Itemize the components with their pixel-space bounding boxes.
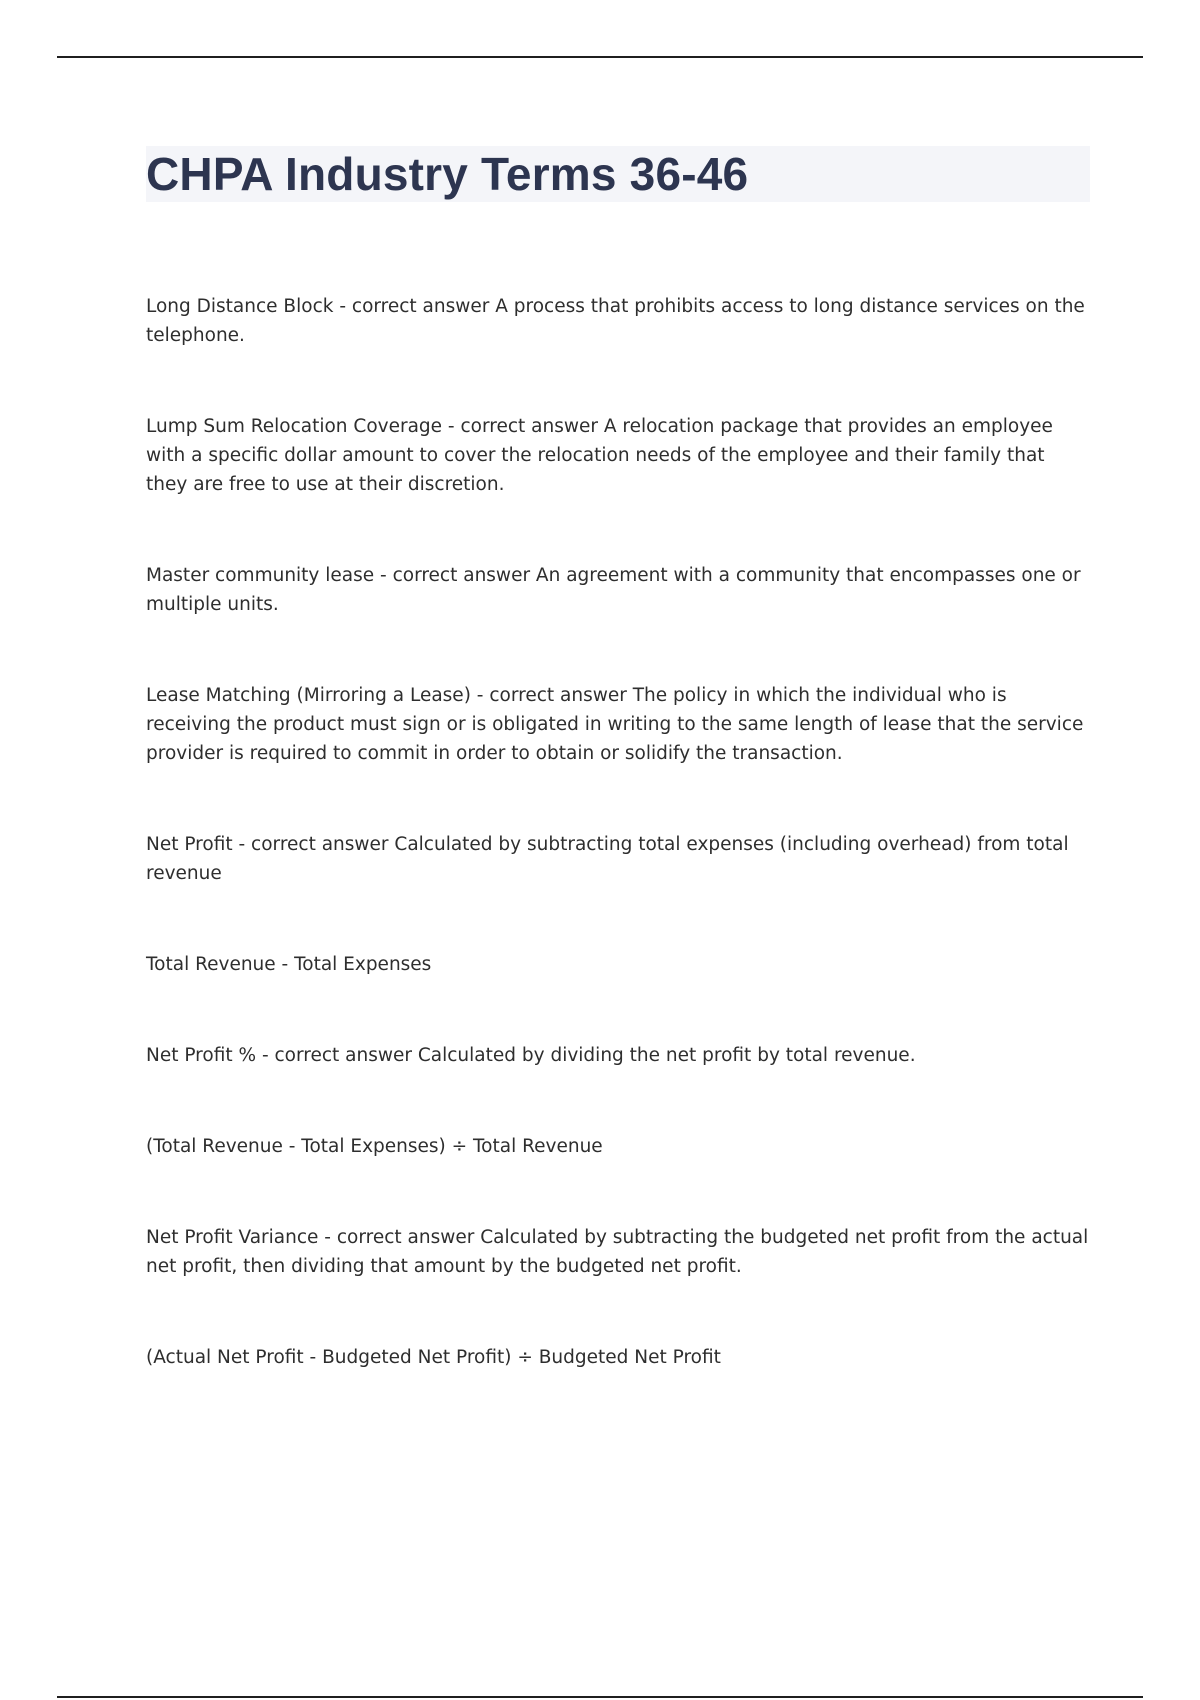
top-rule xyxy=(57,56,1143,58)
term-entry-long-distance-block: Long Distance Block - correct answer A process that prohibits access to long distance services on the telephone. xyxy=(146,296,1085,346)
term-entry-lease-matching: Lease Matching (Mirroring a Lease) - correct answer The policy in which the individual who is receiving the product must sign or is obligated in writing to the same length of lease that the service provider is required to commit in order to obtain or solidify the transaction. xyxy=(146,685,1084,764)
formula-net-profit-percent: (Total Revenue - Total Expenses) ÷ Total Revenue xyxy=(146,1136,603,1157)
term-entry-net-profit-percent: Net Profit % - correct answer Calculated by dividing the net profit by total revenue. xyxy=(146,1045,916,1066)
bottom-rule xyxy=(57,1696,1143,1698)
term-entry-net-profit: Net Profit - correct answer Calculated by subtracting total expenses (including overhead) from total revenue xyxy=(146,834,1069,884)
term-entry-master-community-lease: Master community lease - correct answer An agreement with a community that encompasses one or multiple units. xyxy=(146,565,1081,615)
term-entry-lump-sum-relocation: Lump Sum Relocation Coverage - correct answer A relocation package that provides an employee with a specific dollar amount to cover the relocation needs of the employee and their family that they are free to use at their discretion. xyxy=(146,416,1053,495)
formula-net-profit-variance: (Actual Net Profit - Budgeted Net Profit) ÷ Budgeted Net Profit xyxy=(146,1347,721,1368)
term-list xyxy=(146,292,1090,1434)
formula-net-profit: Total Revenue - Total Expenses xyxy=(146,954,432,975)
term-entry-net-profit-variance: Net Profit Variance - correct answer Calculated by subtracting the budgeted net profit from the actual net profit, then dividing that amount by the budgeted net profit. xyxy=(146,1227,1089,1277)
page-title: CHPA Industry Terms 36-46 xyxy=(146,148,749,200)
